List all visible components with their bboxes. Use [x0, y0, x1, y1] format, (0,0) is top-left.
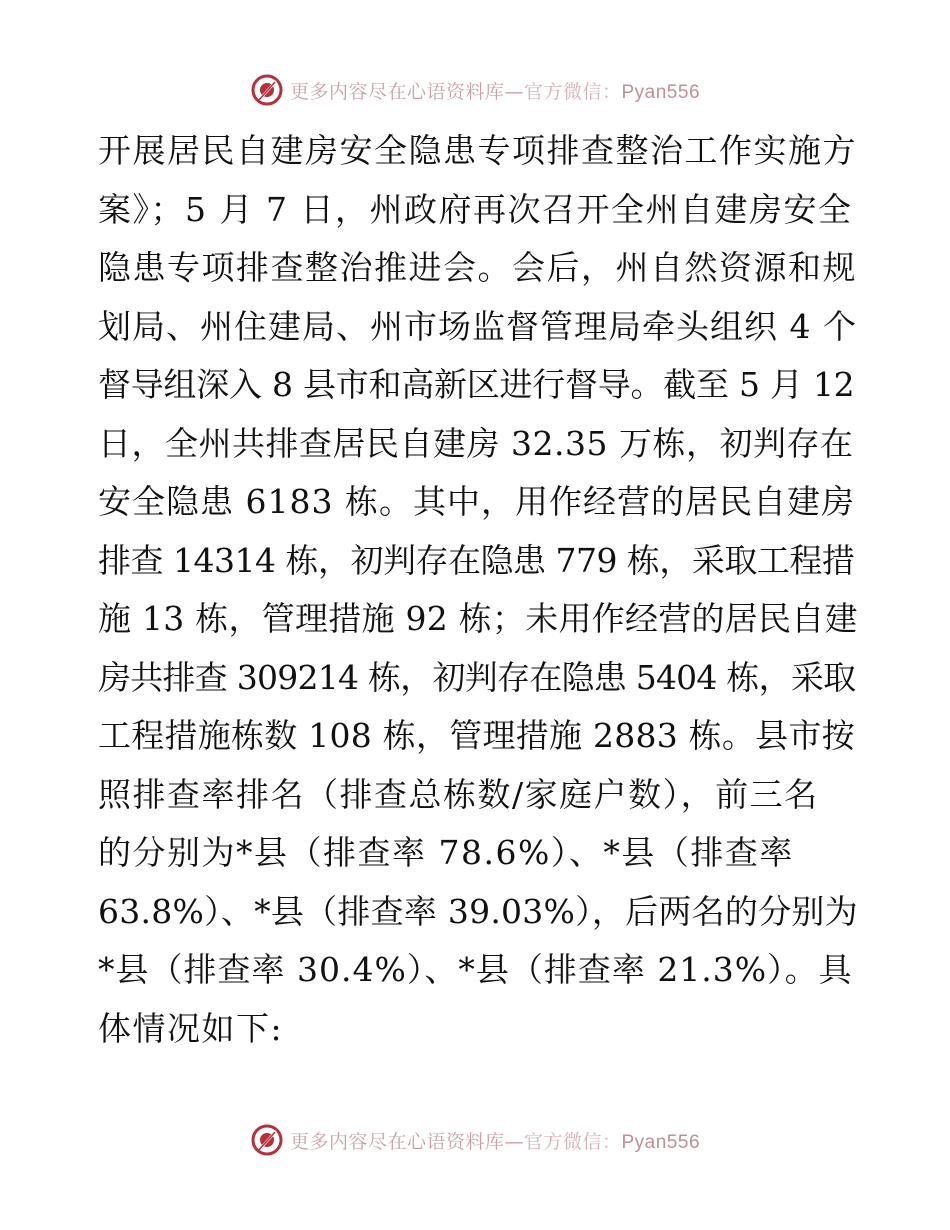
body-line-11: 工程措施栋数 108 栋，管理措施 2883 栋。县市按: [98, 716, 855, 755]
body-line-13: 的分别为*县（排查率 78.6%）、*县（排查率: [98, 833, 794, 872]
document-body: [98, 122, 858, 1058]
brand-logo-icon: [250, 73, 284, 107]
header-watermark-banner: [0, 70, 950, 110]
banner-separator: —: [504, 80, 524, 103]
banner-main-text: 更多内容尽在心语资料库: [289, 1130, 505, 1153]
body-line-9: 施 13 栋，管理措施 92 栋；未用作经营的居民自建: [98, 599, 858, 638]
body-line-6: 日，全州共排查居民自建房 32.35 万栋，初判存在: [98, 423, 854, 463]
banner-wechat-label: 官方微信：: [523, 1130, 622, 1153]
body-line-3: 隐患专项排查整治推进会。会后，州自然资源和规: [98, 248, 857, 287]
body-line-1: 开展居民自建房安全隐患专项排查整治工作实施方: [98, 131, 857, 170]
body-line-2: 案》；5 月 7 日，州政府再次召开全州自建房安全: [98, 189, 853, 229]
body-line-10: 房共排查 309214 栋，初判存在隐患 5404 栋，采取: [98, 657, 856, 697]
brand-logo-icon: [250, 1123, 284, 1157]
body-line-14: 63.8%）、*县（排查率 39.03%），后两名的分别为: [98, 891, 858, 931]
banner-wechat-label: 官方微信：: [523, 80, 622, 103]
body-line-5: 督导组深入 8 县市和高新区进行督导。截至 5 月 12: [98, 365, 855, 404]
body-line-7: 安全隐患 6183 栋。其中，用作经营的居民自建房: [98, 482, 855, 521]
body-line-4: 划局、州住建局、州市场监督管理局牵头组织 4 个: [98, 306, 857, 346]
banner-separator: —: [504, 1130, 524, 1153]
body-line-12: 照排查率排名（排查总栋数/家庭户数），前三名: [98, 774, 819, 814]
banner-wechat-id: Pyan556: [621, 81, 701, 103]
body-line-8: 排查 14314 栋，初判存在隐患 779 栋，采取工程措: [98, 540, 855, 580]
footer-watermark-banner: [0, 1120, 950, 1160]
banner-wechat-id: Pyan556: [621, 1131, 701, 1153]
body-line-15: *县（排查率 30.4%）、*县（排查率 21.3%）。具: [98, 950, 853, 989]
banner-main-text: 更多内容尽在心语资料库: [289, 80, 505, 103]
body-line-16: 体情况如下:: [98, 1008, 284, 1048]
